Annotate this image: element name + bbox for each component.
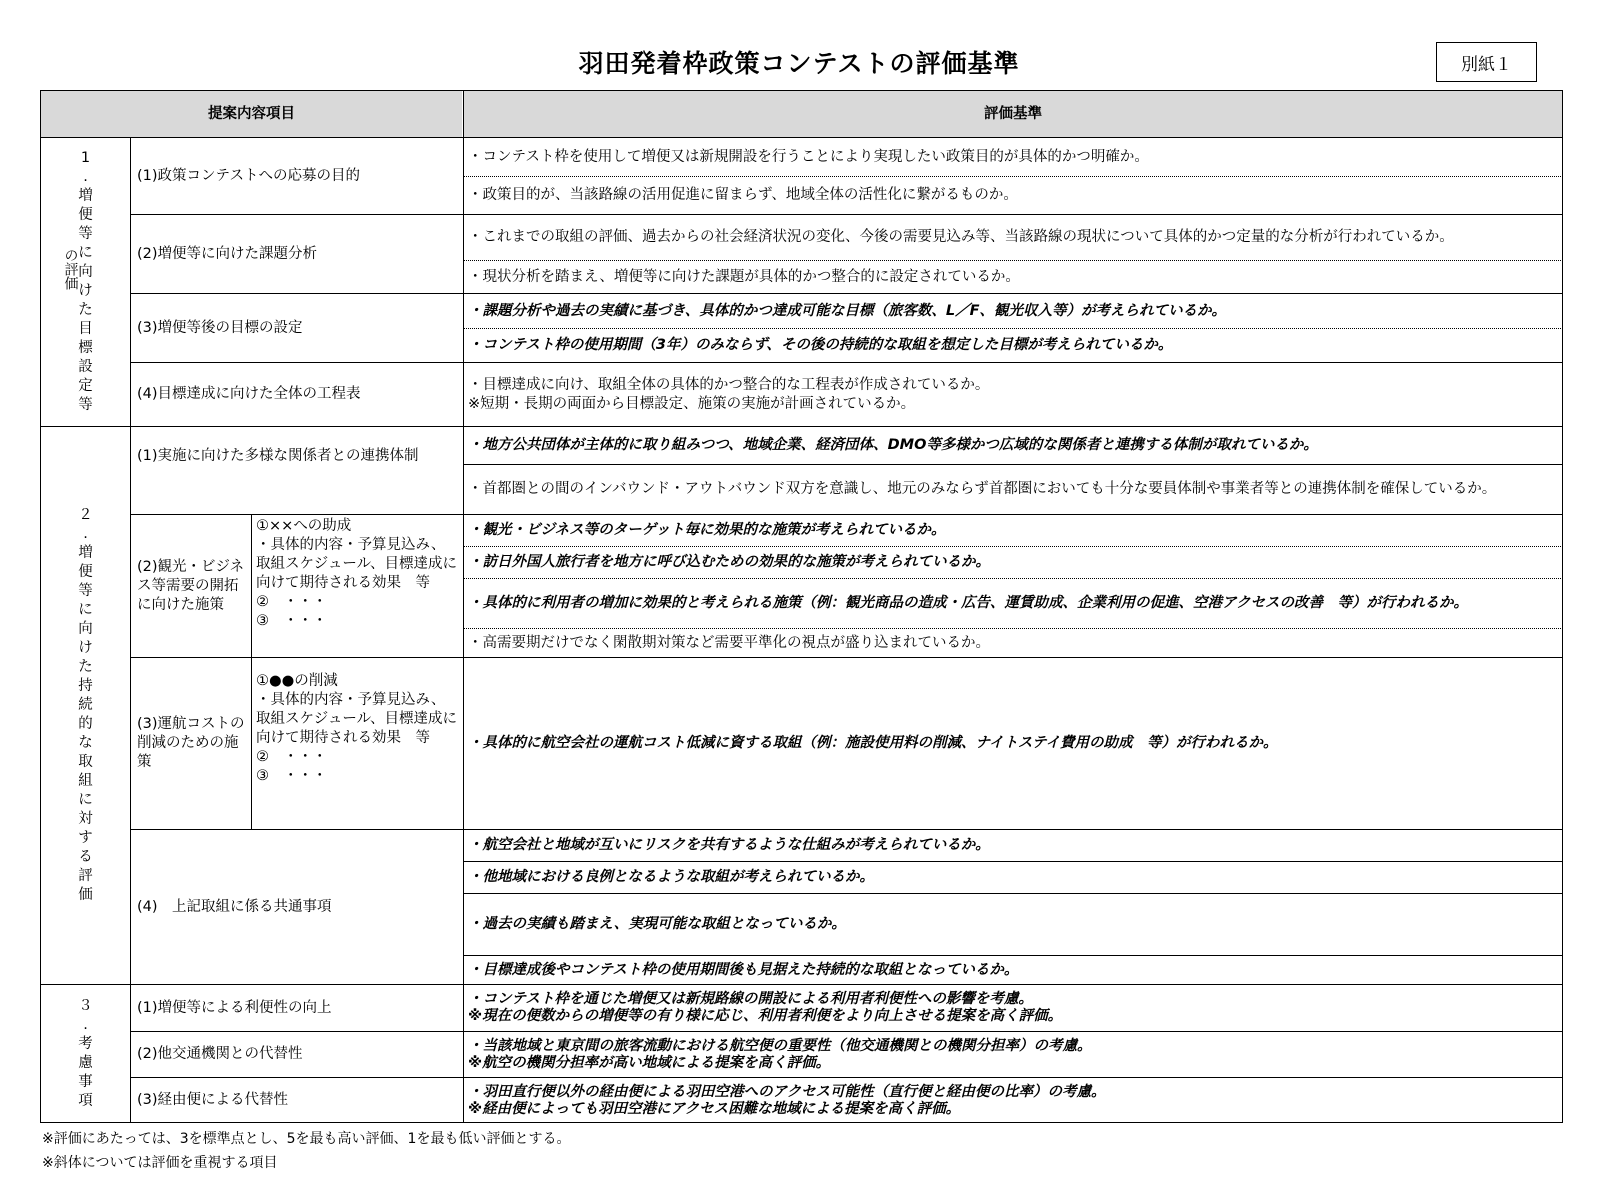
cat2-item-3-criteria-1: ・具体的に航空会社の運航コスト低減に資する取組（例：施設使用料の削減、ナイトステイ費用の助成 等）が行われるか。 bbox=[468, 735, 1278, 751]
cat1-item-4: (4)目標達成に向けた全体の工程表 bbox=[137, 386, 361, 402]
category-2-label: ２ . 増 便 等 に 向 け た 持 続 的 な 取 組 に 対 す る 評 価 bbox=[78, 507, 93, 903]
cat2-item-2-criteria-1: ・観光・ビジネス等のターゲット毎に効果的な施策が考えられているか。 bbox=[468, 521, 946, 538]
appendix-label: 別紙１ bbox=[1436, 42, 1537, 82]
cat3-item-2-criteria-2: ※航空の機関分担率が高い地域による提案を高く評価。 bbox=[468, 1054, 831, 1071]
cat1-item-4-criteria-1: ・目標達成に向け、取組全体の具体的かつ整合的な工程表が作成されているか。 bbox=[468, 376, 990, 393]
cat2-item-3-measure-2: ② ・・・ bbox=[256, 749, 327, 765]
cat1-item-1: (1)政策コンテストへの応募の目的 bbox=[137, 167, 360, 184]
page-title: 羽田発着枠政策コンテストの評価基準 bbox=[578, 49, 1020, 78]
category-3-label: ３ . 考 慮 事 項 bbox=[78, 998, 93, 1109]
cat2-item-4-criteria-1: ・航空会社と地域が互いにリスクを共有するような仕組みが考えられているか。 bbox=[468, 836, 990, 853]
cat2-item-1-criteria-2: ・首都圏との間のインバウンド・アウトバウンド双方を意識し、地元のみならず首都圏においても十分な要員体制や事業者等との連携体制を確保しているか。 bbox=[468, 481, 1497, 497]
cat3-item-3-criteria-2: ※経由便によっても羽田空港にアクセス困難な地域による提案を高く評価。 bbox=[468, 1100, 961, 1117]
cat2-item-4: (4) 上記取組に係る共通事項 bbox=[137, 898, 332, 915]
cat1-item-3: (3)増便等後の目標の設定 bbox=[137, 319, 303, 336]
cat1-item-1-criteria-2: ・政策目的が、当該路線の活用促進に留まらず、地域全体の活性化に繋がるものか。 bbox=[468, 187, 1018, 203]
cat1-item-2: (2)増便等に向けた課題分析 bbox=[137, 245, 318, 262]
cat1-item-4-criteria-2: ※短期・長期の両面から目標設定、施策の実施が計画されているか。 bbox=[468, 395, 916, 412]
cat3-item-2: (2)他交通機関との代替性 bbox=[137, 1046, 303, 1062]
cat2-item-2-criteria-2: ・訪日外国人旅行者を地方に呼び込むための効果的な施策が考えられているか。 bbox=[468, 553, 990, 570]
cat2-item-4-criteria-2: ・他地域における良例となるような取組が考えられているか。 bbox=[468, 868, 874, 885]
cat3-item-2-criteria bbox=[464, 1032, 1562, 1077]
cat2-item-2-measure-3: ③ ・・・ bbox=[256, 613, 327, 629]
cat2-item-2-criteria-4: ・高需要期だけでなく閑散期対策など需要平準化の視点が盛り込まれているか。 bbox=[468, 634, 990, 651]
cat3-item-1-criteria-1: ・コンテスト枠を通じた増便又は新規路線の開設による利用者利便性への影響を考慮。 bbox=[468, 991, 1033, 1007]
cat2-item-2-measures bbox=[252, 515, 463, 657]
cat2-item-2-measure-2: ② ・・・ bbox=[256, 594, 327, 610]
cat2-item-2-measure-detail: ・具体的内容・予算見込み、取組スケジュール、目標達成に向けて期待される効果 等 bbox=[256, 537, 457, 591]
cat2-item-4-criteria-3: ・過去の実績も踏まえ、実現可能な取組となっているか。 bbox=[468, 915, 846, 932]
cat1-item-1-criteria-1: ・コンテスト枠を使用して増便又は新規開設を行うことにより実現したい政策目的が具体的かつ明確か。 bbox=[468, 148, 1149, 165]
cat3-item-3-criteria-1: ・羽田直行便以外の経由便による羽田空港へのアクセス可能性（直行便と経由便の比率）の考慮。 bbox=[468, 1083, 1106, 1100]
cat1-item-2-criteria-1: ・これまでの取組の評価、過去からの社会経済状況の変化、今後の需要見込み等、当該路線の現状について具体的かつ定量的な分析が行われているか。 bbox=[468, 229, 1454, 245]
cat2-item-2-criteria-3: ・具体的に利用者の増加に効果的と考えられる施策（例：観光商品の造成・広告、運賃助成、企業利用の促進、空港アクセスの改善 等）が行われるか。 bbox=[468, 594, 1469, 611]
cat2-item-4-criteria-4: ・目標達成後やコンテスト枠の使用期間後も見据えた持続的な取組となっているか。 bbox=[468, 961, 1019, 978]
footnote-1: ※評価にあたっては、3を標準点とし、5を最も高い評価、1を最も低い評価とする。 bbox=[42, 1131, 571, 1147]
cat2-item-3-measure-3: ③ ・・・ bbox=[256, 768, 327, 784]
cat1-item-4-criteria bbox=[464, 363, 1562, 426]
header-items: 提案内容項目 bbox=[41, 91, 462, 137]
cat3-item-1: (1)増便等による利便性の向上 bbox=[137, 999, 332, 1016]
cat2-item-1: (1)実施に向けた多様な関係者との連携体制 bbox=[137, 448, 419, 464]
cat3-item-3: (3)経由便による代替性 bbox=[137, 1092, 289, 1108]
cat3-item-2-criteria-1: ・当該地域と東京間の旅客流動における航空便の重要性（他交通機関との機関分担率）の考慮。 bbox=[468, 1037, 1092, 1054]
cat1-item-3-criteria-1: ・課題分析や過去の実績に基づき、具体的かつ達成可能な目標（旅客数、L／F、観光収入等）が考えられているか。 bbox=[468, 302, 1227, 319]
cat2-item-3-measure-1: ①●●の削減 bbox=[256, 673, 338, 689]
header-criteria: 評価基準 bbox=[464, 91, 1562, 137]
cat2-item-1-criteria-1: ・地方公共団体が主体的に取り組みつつ、地域企業、経済団体、DMO等多様かつ広域的な関係者と連携する体制が取れているか。 bbox=[468, 437, 1318, 453]
cat2-item-2-measure-1: ①××への助成 bbox=[256, 518, 352, 534]
cat1-item-3-criteria-2: ・コンテスト枠の使用期間（3年）のみならず、その後の持続的な取組を想定した目標が考えられているか。 bbox=[468, 337, 1173, 353]
cat2-item-3-measures bbox=[252, 658, 463, 829]
cat2-item-2: (2)観光・ビジネス等需要の開拓に向けた施策 bbox=[137, 558, 245, 613]
cat2-item-3: (3)運航コストの削減のための施策 bbox=[137, 716, 245, 770]
cat3-item-3-criteria bbox=[464, 1078, 1562, 1123]
cat2-item-3-measure-detail: ・具体的内容・予算見込み、取組スケジュール、目標達成に向けて期待される効果 等 bbox=[256, 692, 457, 746]
cat1-item-2-criteria-2: ・現状分析を踏まえ、増便等に向けた課題が具体的かつ整合的に設定されているか。 bbox=[468, 268, 1020, 285]
cat3-item-1-criteria bbox=[464, 985, 1562, 1031]
category-1-label: 1 . 増 便 等 に 向 け た 目 標 設 定 等 bbox=[78, 150, 93, 413]
footnote-2: ※斜体については評価を重視する項目 bbox=[42, 1155, 278, 1171]
cat3-item-1-criteria-2: ※現在の便数からの増便等の有り様に応じ、利用者利便をより向上させる提案を高く評価。 bbox=[468, 1008, 1063, 1024]
category-1-side-label: の評価 bbox=[62, 248, 79, 290]
